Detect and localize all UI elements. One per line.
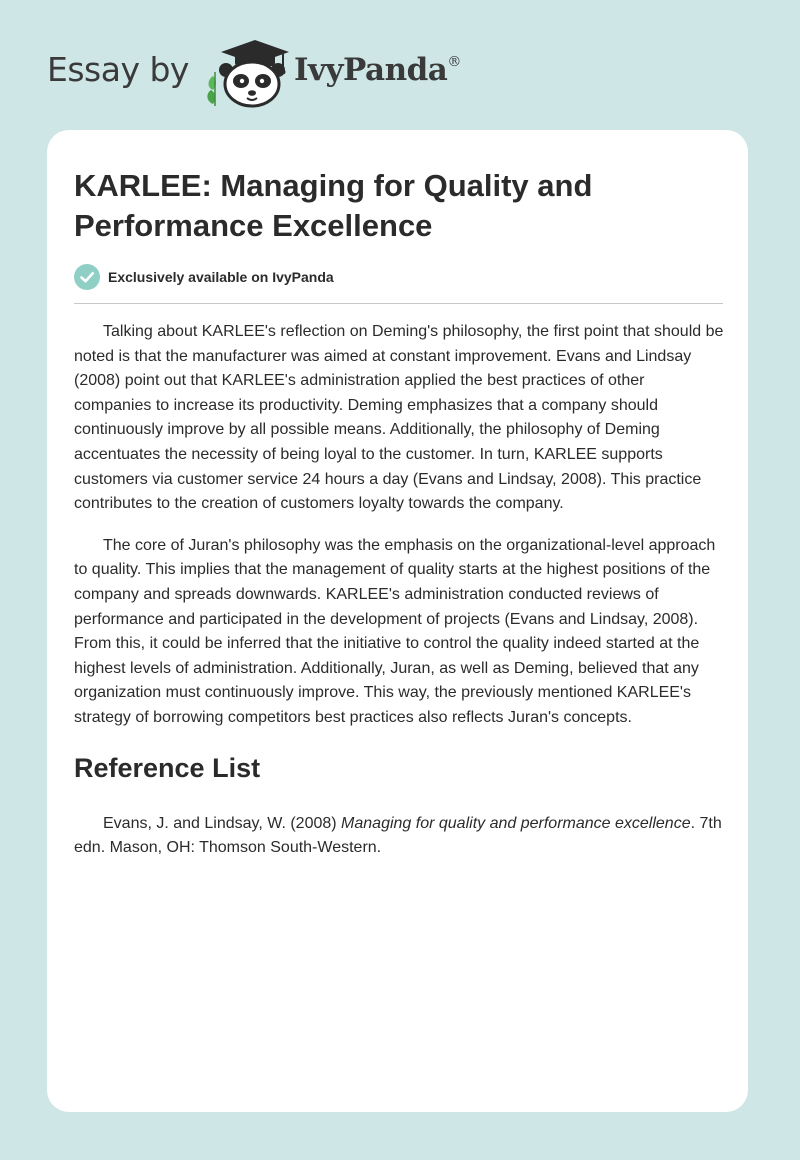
panda-graduate-logo-icon[interactable]	[203, 36, 291, 108]
paragraph: Talking about KARLEE's reflection on Deming's philosophy, the first point that should be noted is that the manufacturer was aimed at constant improvement. Evans and Lindsay (2008) point out that KARLEE's administration applied the best practices of other companies to increase its productivity. Deming emphasizes that a company should continuously improve by all possible means. Additionally, the philosophy of Deming accentuates the necessity of being loyal to the customer. In turn, KARLEE supports customers via customer service 24 hours a day (Evans and Lindsay, 2008). This practice contributes to the creation of customers loyalty towards the company.	[74, 323, 724, 513]
divider	[74, 303, 723, 304]
essay-card	[47, 130, 748, 1112]
check-circle-icon	[74, 264, 100, 290]
reference-details: . 7th edn. Mason, OH: Thomson South-Western.	[74, 814, 722, 857]
badge-label: Exclusively available on IvyPanda	[108, 269, 334, 285]
essay-body	[74, 320, 726, 878]
reference-entry	[74, 812, 726, 861]
registered-mark: ®	[447, 54, 461, 70]
essay-by-label: Essay by	[47, 50, 189, 89]
page-title: KARLEE: Managing for Quality and Performance Excellence	[74, 168, 593, 243]
paragraph: The core of Juran's philosophy was the emphasis on the organizational-level approach to quality. This implies that the management of quality starts at the highest positions of the company and spreads downwards. KARLEE's administration conducted reviews of performance and participated in the development of projects (Evans and Lindsay, 2008). From this, it could be inferred that the initiative to control the quality indeed started at the highest levels of administration. Additionally, Juran, as well as Deming, believed that any organization must continuously improve. This way, the previously mentioned KARLEE's strategy of borrowing competitors best practices also reflects Juran's concepts.	[74, 536, 716, 726]
reference-authors: Evans, J. and Lindsay, W. (2008)	[103, 814, 342, 832]
brand-name[interactable]	[294, 52, 461, 88]
site-header	[0, 0, 800, 125]
reference-list-heading: Reference List	[74, 752, 261, 783]
reference-title: Managing for quality and performance excellence	[341, 814, 691, 832]
brand-label: IvyPanda	[294, 52, 448, 88]
